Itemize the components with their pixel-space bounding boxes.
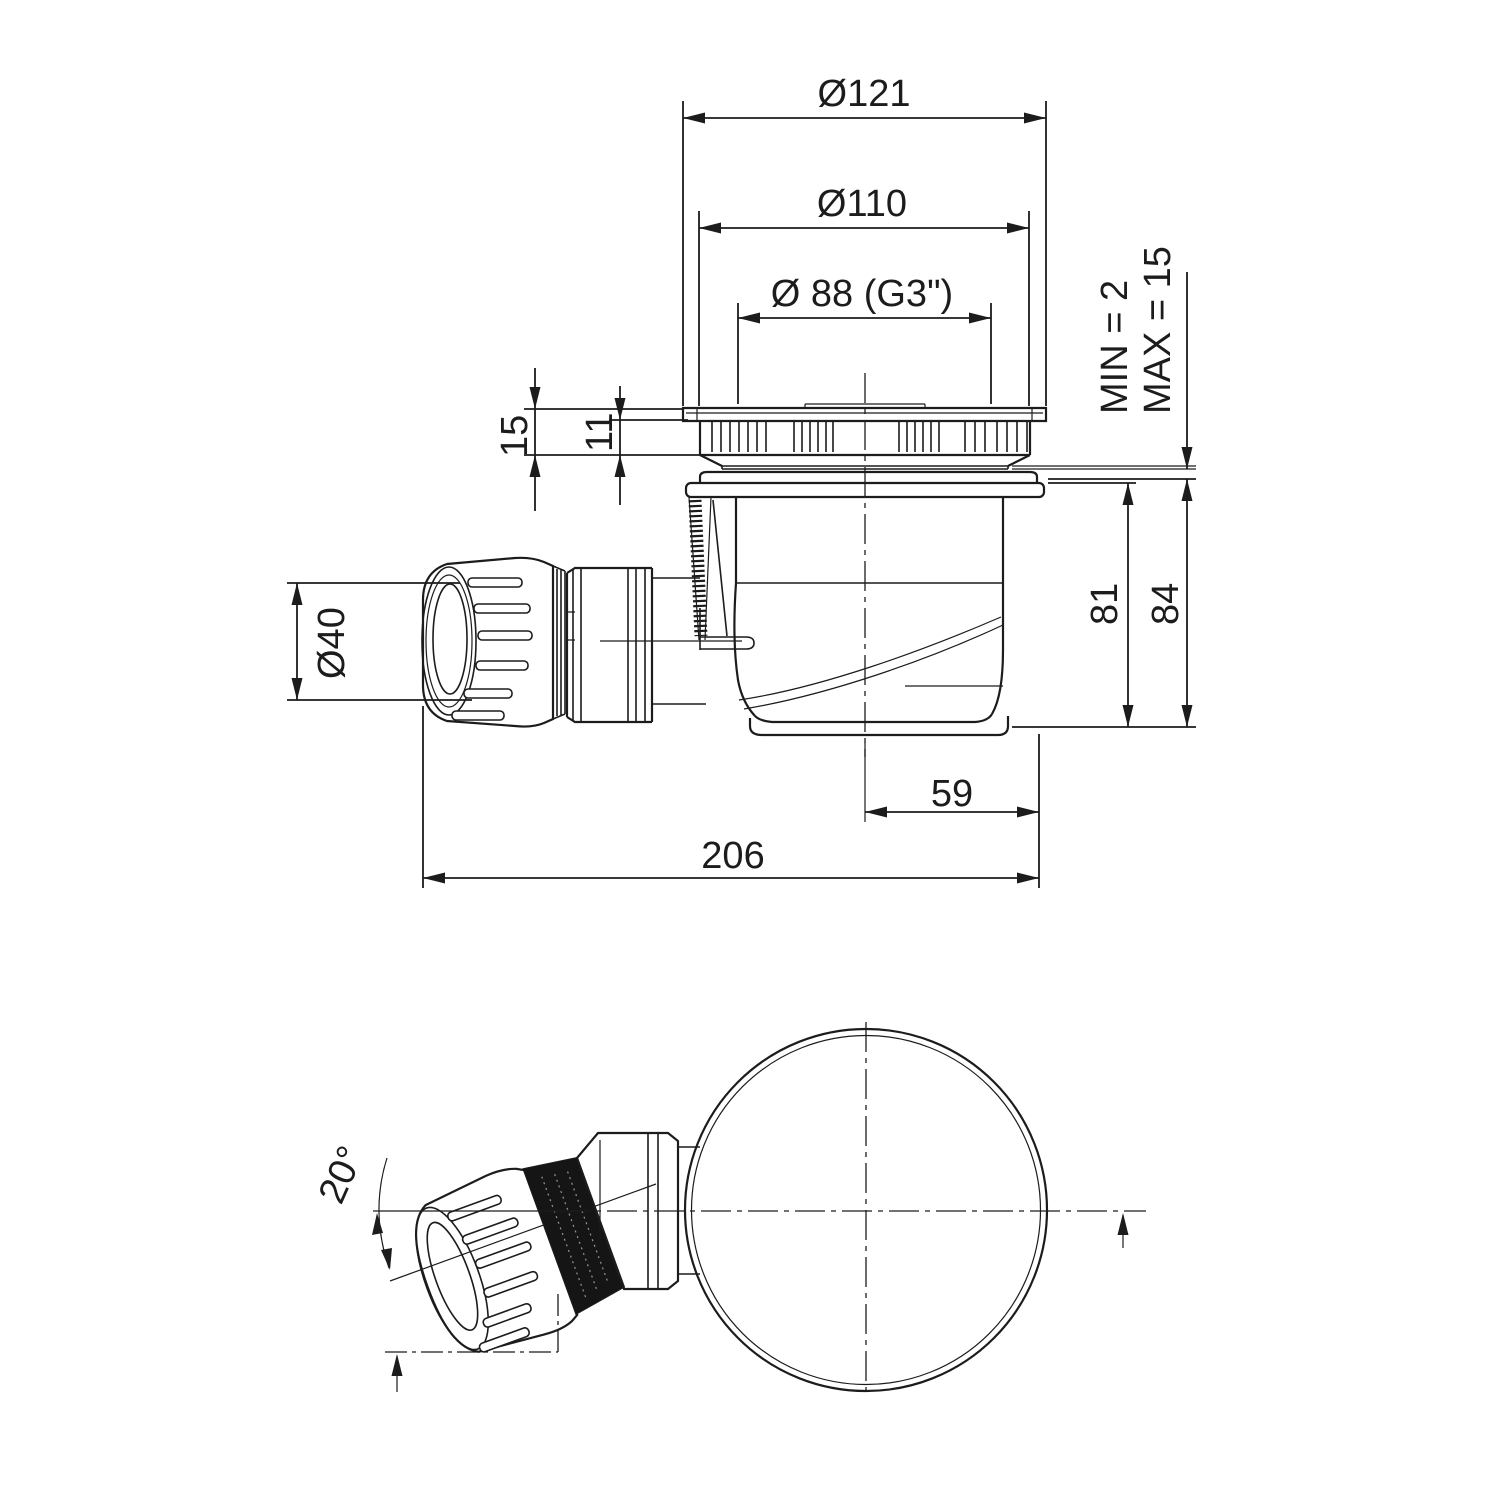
dim-11-label: 11	[579, 412, 621, 452]
dim-59-label: 59	[930, 773, 974, 815]
dim-dia88-label: Ø 88 (G3")	[770, 273, 954, 315]
datum-marks	[385, 1213, 1129, 1392]
dim-dia110-label: Ø110	[816, 183, 908, 225]
dim-20deg-label: 20°	[310, 1140, 373, 1210]
bottom-view	[311, 1022, 1146, 1398]
strainer-ribs	[712, 422, 1027, 452]
internal-baffle-curve	[739, 617, 1003, 709]
angle-dimension	[311, 1140, 392, 1270]
bottom-union-nut	[398, 1144, 631, 1367]
nut-grip-slots	[452, 578, 532, 720]
side-view	[287, 73, 1196, 888]
dim-dia121-label: Ø121	[817, 73, 911, 115]
dimension-lines	[287, 101, 1196, 888]
dim-81-label: 81	[1084, 582, 1126, 625]
dim-max-label: MAX = 15	[1137, 246, 1179, 414]
dim-15-label: 15	[494, 414, 536, 457]
dim-dia40-label: Ø40	[311, 607, 353, 679]
dim-84-label: 84	[1145, 582, 1187, 625]
dim-206-label: 206	[701, 835, 765, 877]
outlet-socket	[567, 568, 706, 722]
dimension-labels	[311, 73, 1187, 877]
dim-min-label: MIN = 2	[1094, 279, 1136, 414]
